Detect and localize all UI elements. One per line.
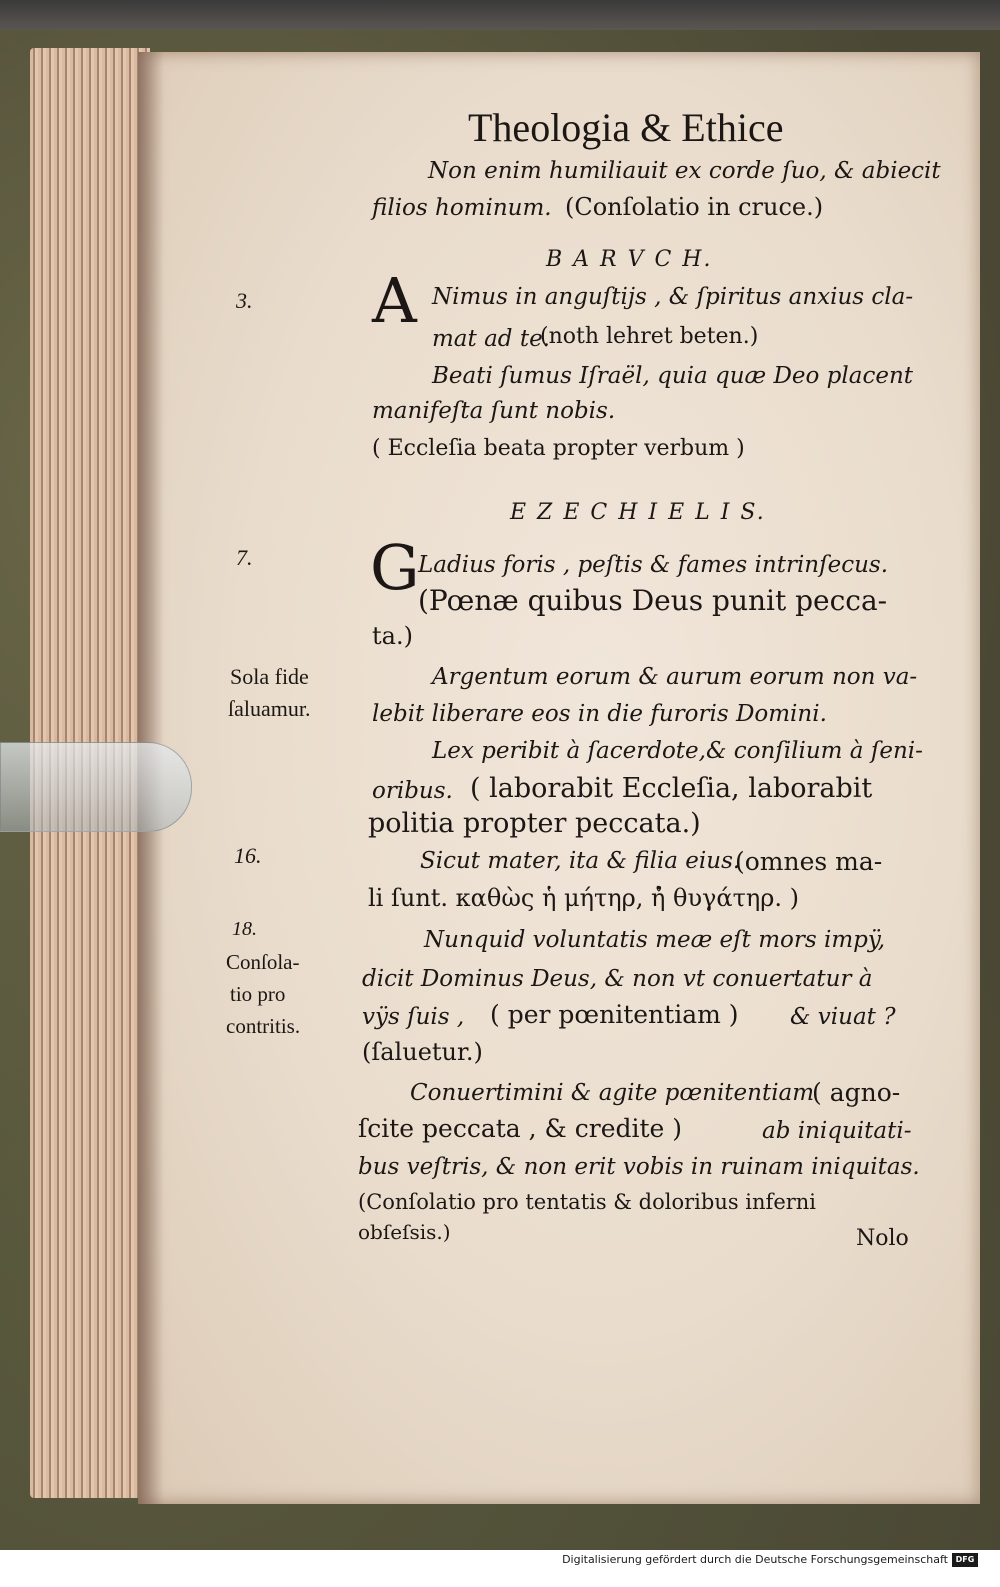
bookmark-clip [0, 742, 192, 832]
text-line: Non enim humiliauit ex corde ſuo, & abiecit [428, 158, 941, 184]
text-line: oribus. [372, 778, 453, 804]
text-line: vÿs ſuis , [362, 1004, 465, 1030]
text-line: obſeſsis.) [358, 1220, 451, 1244]
text-line: ab iniquitati- [762, 1118, 912, 1144]
margin-note: Conſola- [226, 950, 300, 974]
text-line: ( laborabit Eccleſia, laborabit [470, 773, 873, 804]
margin-note: tio pro [230, 982, 286, 1006]
margin-note: ſaluamur. [228, 696, 311, 721]
text-line: & viuat ? [790, 1004, 896, 1030]
text-line: ( agno- [812, 1078, 901, 1107]
text-line: ta.) [372, 622, 413, 650]
text-line: (ſaluetur.) [362, 1038, 483, 1066]
margin-number: 18. [232, 918, 257, 940]
margin-number: 3. [236, 288, 253, 313]
text-line: dicit Dominus Deus, & non vt conuertatur à [362, 966, 873, 992]
text-line: Conuertimini & agite pœnitentiam [410, 1080, 815, 1106]
text-line: manifeſta ſunt nobis. [372, 398, 616, 424]
funding-credit: Digitalisierung gefördert durch die Deutsche Forschungsgemeinschaft [562, 1553, 948, 1566]
initial-letter: A [372, 264, 417, 337]
text-line: ſcite peccata , & credite ) [358, 1114, 683, 1143]
text-line: ( per pœnitentiam ) [490, 1000, 739, 1029]
text-line: Argentum eorum & aurum eorum non va- [432, 664, 918, 690]
text-line: Nimus in anguſtijs , & ſpiritus anxius cla- [432, 284, 914, 310]
text-line: politia propter peccata.) [368, 808, 701, 839]
text-line: (omnes ma- [735, 847, 883, 876]
text-line: bus veſtris, & non erit vobis in ruinam iniquitas. [358, 1154, 920, 1180]
scanner-background [0, 0, 1000, 30]
text-line: Nunquid voluntatis meæ eſt mors impÿ, [424, 927, 886, 953]
margin-number: 16. [234, 843, 262, 868]
text-line: mat ad te. [432, 326, 550, 352]
text-line: filios hominum. [372, 195, 552, 221]
text-line: Ladius foris , peſtis & fames intrinſecus. [418, 552, 889, 578]
initial-letter: G [370, 531, 420, 604]
margin-number: 7. [236, 545, 253, 570]
text-line: (Conſolatio pro tentatis & doloribus inferni [358, 1190, 817, 1214]
text-line: Sicut mater, ita & filia eius. [420, 848, 741, 874]
dfg-logo-icon: DFG [952, 1553, 978, 1567]
section-heading: E Z E C H I E L I S. [510, 500, 766, 525]
text-line: ( Eccleſia beata propter verbum ) [372, 436, 745, 461]
catchword: Nolo [856, 1226, 909, 1251]
text-line: Beati ſumus Iſraël, quia quæ Deo placent [432, 363, 914, 389]
text-line: (Pœnæ quibus Deus punit pecca- [418, 584, 888, 617]
margin-note: contritis. [226, 1014, 301, 1038]
text-line: (noth lehret beten.) [540, 324, 759, 349]
text-line: (Conſolatio in cruce.) [565, 193, 824, 221]
text-line: lebit liberare eos in die furoris Domini. [372, 701, 827, 727]
margin-note: Sola fide [230, 664, 309, 689]
running-head: Theologia & Ethice [468, 105, 784, 150]
section-heading: B A R V C H. [546, 247, 713, 272]
text-line: li ſunt. καθὼς ἡ μήτηρ, ἡ̓ θυγάτηρ. ) [368, 884, 799, 912]
text-line: Lex peribit à ſacerdote,& conſilium à ſeni- [432, 738, 923, 764]
